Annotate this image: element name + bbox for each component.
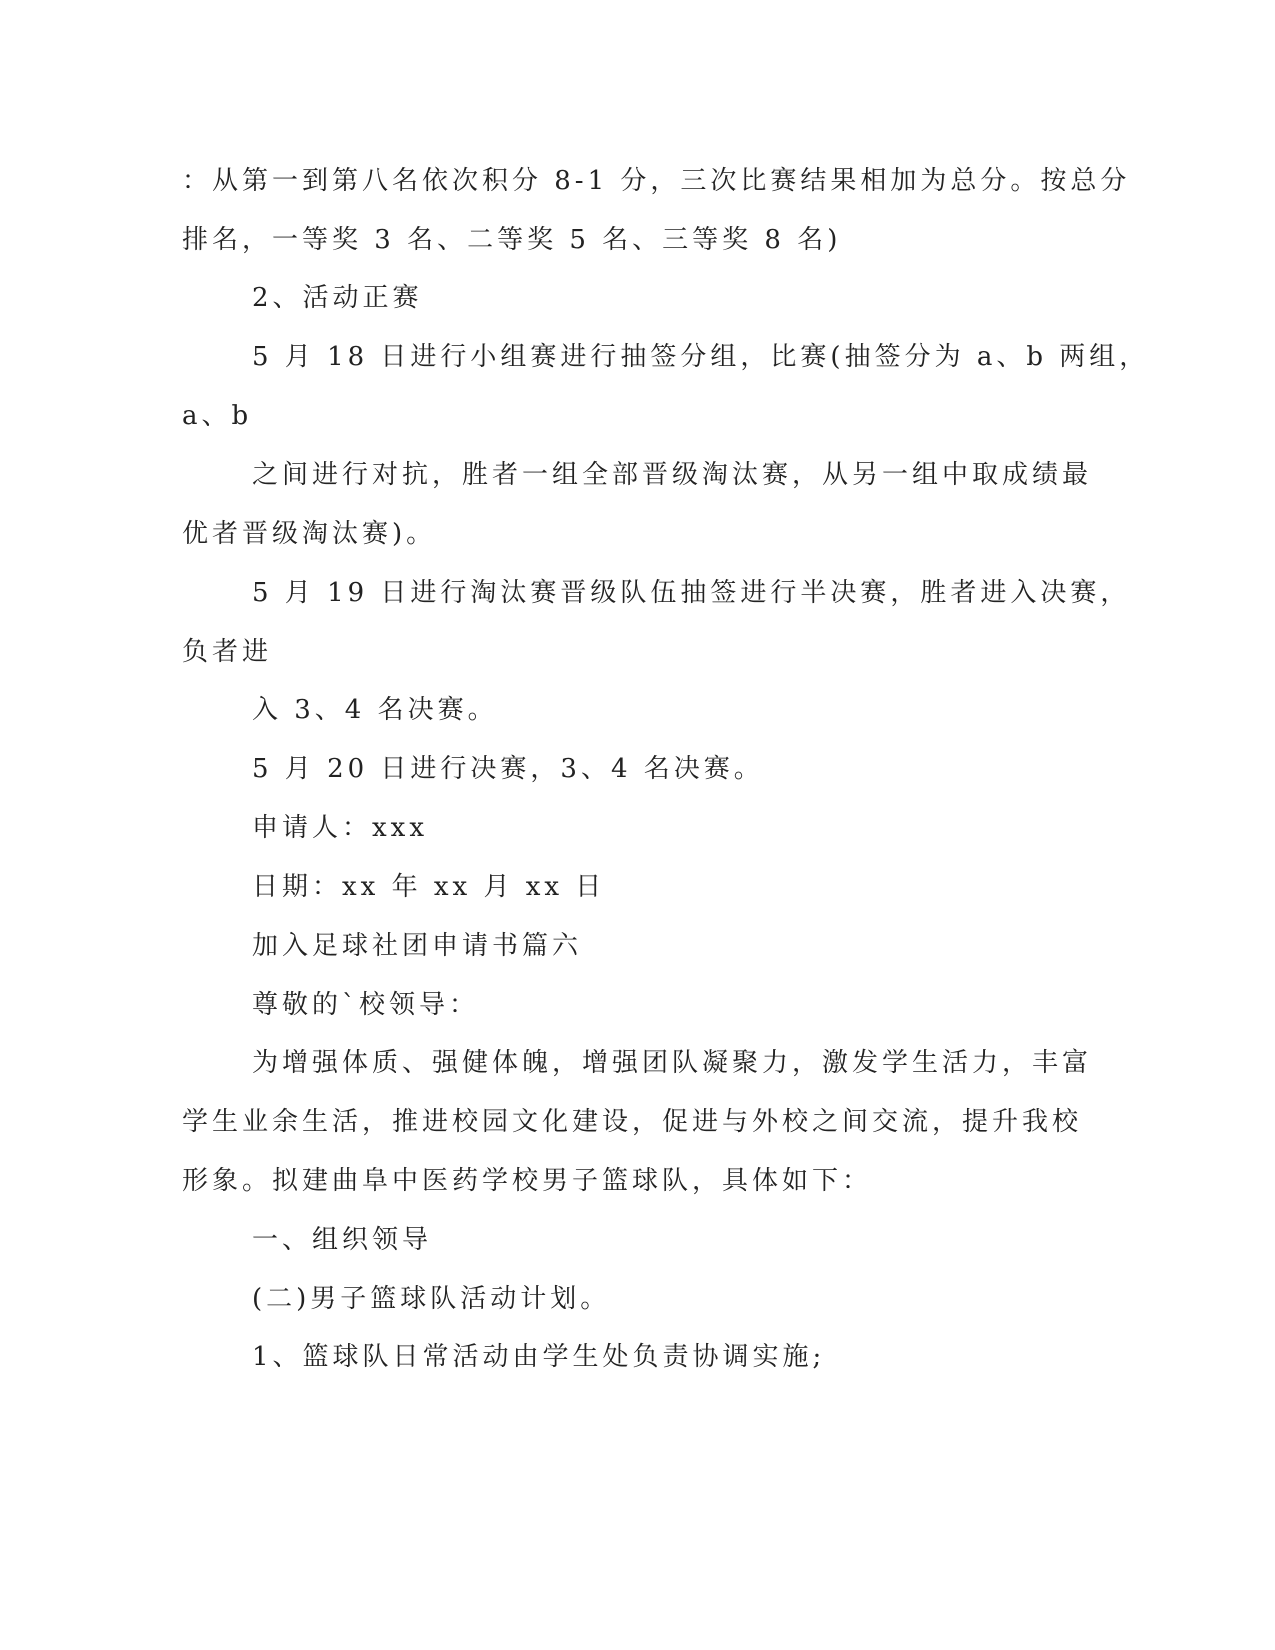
text-line: 入 3、4 名决赛。 [252,695,498,725]
section-heading: 2、活动正赛 [252,283,423,313]
text-line: 排名，一等奖 3 名、二等奖 5 名、三等奖 8 名) [182,225,842,255]
text-line: ：从第一到第八名依次积分 8-1 分，三次比赛结果相加为总分。按总分 [182,166,1131,196]
text-line: 负者进 [182,637,273,667]
text-line: 5 月 18 日进行小组赛进行抽签分组，比赛(抽签分为 a、b 两组， [252,342,1150,372]
text-line: 5 月 19 日进行淘汰赛晋级队伍抽签进行半决赛，胜者进入决赛， [252,578,1131,608]
list-item: 1、篮球队日常活动由学生处负责协调实施; [252,1342,826,1372]
text-line: a、b [182,401,253,431]
text-line: 形象。拟建曲阜中医药学校男子篮球队，具体如下： [182,1166,873,1196]
section-title: 加入足球社团申请书篇六 [252,931,583,961]
salutation: 尊敬的`校领导： [252,990,480,1020]
applicant-line: 申请人：xxx [252,813,428,843]
date-line: 日期：xx 年 xx 月 xx 日 [252,872,606,902]
section-heading: (二)男子篮球队活动计划。 [252,1284,611,1314]
section-heading: 一、组织领导 [252,1225,433,1255]
text-line: 优者晋级淘汰赛)。 [182,519,437,549]
text-line: 为增强体质、强健体魄，增强团队凝聚力，激发学生活力，丰富 [252,1048,1093,1078]
text-line: 学生业余生活，推进校园文化建设，促进与外校之间交流，提升我校 [182,1107,1083,1137]
text-line: 5 月 20 日进行决赛，3、4 名决赛。 [252,754,764,784]
text-line: 之间进行对抗，胜者一组全部晋级淘汰赛，从另一组中取成绩最 [252,460,1093,490]
